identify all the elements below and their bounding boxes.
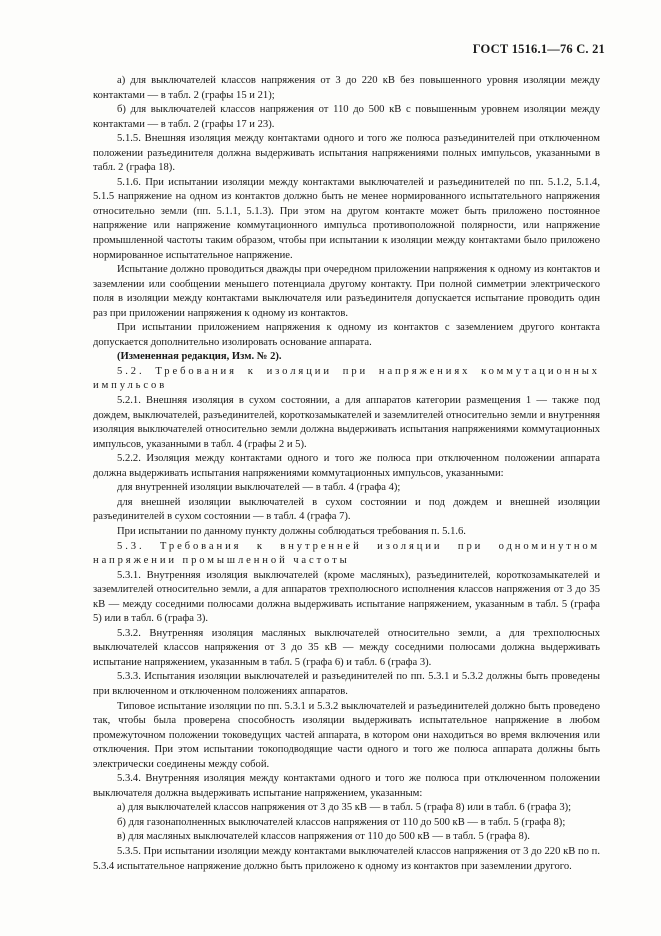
paragraph: 5.3.2. Внутренняя изоляция масляных выключателей относительно земли, а для трехполюсных выключателей классов напряжения от 3 до 35 кВ — между соседними полюсами должна выдерживать испытание напряжением, указанным в табл. 5 (графа 6) и табл. 6 (графа 3). bbox=[93, 627, 600, 668]
paragraph: 5.3.5. При испытании изоляции между контактами выключателей классов напряжения от 3 до 220 кВ по п. 5.3.4 испытательное напряжение должно быть приложено к одному из контактов при заземлении другого. bbox=[93, 845, 600, 872]
paragraph: 5.3.4. Внутренняя изоляция между контактами одного и того же полюса при отключенном положении выключателя должна выдерживать испытание напряжением, указанным: bbox=[93, 773, 600, 799]
paragraph: 5.1.5. Внешняя изоляция между контактами одного и того же полюса разъединителей при отключенном положении разъединителя должна выдерживать испытания напряжениями полных импульсов, указанными в табл. 2 (графа 18). bbox=[93, 133, 600, 174]
paragraph: а) для выключателей классов напряжения от 3 до 220 кВ без повышенного уровня изоляции между контактами — в табл. 2 (графы 15 и 21); bbox=[93, 75, 600, 101]
paragraph: б) для выключателей классов напряжения от 110 до 500 кВ с повышенным уровнем изоляции между контактами — в табл. 2 (графы 17 и 23). bbox=[93, 104, 600, 130]
paragraph: При испытании по данному пункту должны соблюдаться требования п. 5.1.6. bbox=[117, 525, 466, 537]
paragraph: 5.1.6. При испытании изоляции между контактами выключателей и разъединителей по пп. 5.1.2, 5.1.4, 5.1.5 напряжение на одном из контактов должно быть не менее нормированного испытательного напряжения относительно земли (пп. 5.1.1, 5.1.3). При этом на другом контакте может быть приложено постоянное напряжение или напряжение коммутационного импульса противоположной полярности, или напряжение промышленной частоты таким образом, чтобы при испытании к изоляции между контактами было приложено нормированное испытательное напряжение. bbox=[93, 176, 600, 261]
page-header: ГОСТ 1516.1—76 С. 21 bbox=[472, 42, 605, 56]
section-heading: 5.2. Требования к изоляции при напряжениях коммутационных импульсов bbox=[93, 365, 600, 392]
paragraph: Испытание должно проводиться дважды при очередном приложении напряжения к одному из контактов и заземлении или сообщении меньшего потенциала другому контакту. При полной симметрии электрического поля в изоляции между контактами выключателя или разъединителя допускается испытание проводить один раз при приложении напряжения к одному из контактов. bbox=[93, 264, 600, 319]
list-item: а) для выключателей классов напряжения от 3 до 35 кВ — в табл. 5 (графа 8) или в табл. 6 (графа 3); bbox=[117, 802, 572, 814]
paragraph: 5.2.2. Изоляция между контактами одного и того же полюса при отключенном положении аппарата должна выдерживать испытания напряжениями коммутационных импульсов, указанными: bbox=[93, 453, 600, 479]
page-body bbox=[93, 74, 600, 874]
paragraph: для внешней изоляции выключателей в сухом состоянии и под дождем и внешней изоляции разъединителей в сухом состоянии — в табл. 4 (графа 7). bbox=[93, 496, 600, 523]
paragraph: 5.3.1. Внутренняя изоляция выключателей (кроме масляных), разъединителей, короткозамыкателей и заземлителей относительно земли, а для аппаратов трехполюсного исполнения классов напряжения от 3 до 35 кВ — между соседними полюсами должна выдерживать испытание напряжением, указанным в табл. 5 (графа 5) или в табл. 6 (графа 3). bbox=[93, 569, 600, 625]
list-item: в) для масляных выключателей классов напряжения от 110 до 500 кВ — в табл. 5 (графа 8). bbox=[117, 831, 530, 843]
paragraph: Типовое испытание изоляции по пп. 5.3.1 и 5.3.2 выключателей и разъединителей должно быть проведено так, чтобы была проверена способность изоляции выдерживать испытательное напряжение в любом промежуточном положении токоведущих частей аппарата, в котором они находиться во время включения или отключения. При этом испытании токоподводящие части одного и того же полюса аппарата должны быть электрически соединены между собой. bbox=[93, 700, 600, 770]
paragraph: 5.3.3. Испытания изоляции выключателей и разъединителей по пп. 5.3.1 и 5.3.2 должны быть проведены при включенном и отключенном положениях аппаратов. bbox=[93, 671, 600, 697]
paragraph: для внутренней изоляции выключателей — в табл. 4 (графа 4); bbox=[117, 482, 401, 494]
amendment-note: (Измененная редакция, Изм. № 2). bbox=[117, 351, 282, 363]
paragraph: При испытании приложением напряжения к одному из контактов с заземлением другого контакта допускается дополнительно изолировать основание аппарата. bbox=[93, 322, 600, 348]
paragraph: 5.2.1. Внешняя изоляция в сухом состоянии, а для аппаратов категории размещения 1 — также под дождем, выключателей, разъединителей, короткозамыкателей и заземлителей относительно земли и внутренняя изоляция выключателей относительно земли должна выдерживать испытания напряжениями коммутационных импульсов, указанными в табл. 4 (графы 2 и 5). bbox=[93, 395, 600, 450]
section-heading: 5.3. Требования к внутренней изоляции при одноминутном напряжении промышленной частоты bbox=[93, 540, 600, 567]
list-item: б) для газонаполненных выключателей классов напряжения от 110 до 500 кВ — в табл. 5 (графа 8); bbox=[117, 816, 566, 828]
